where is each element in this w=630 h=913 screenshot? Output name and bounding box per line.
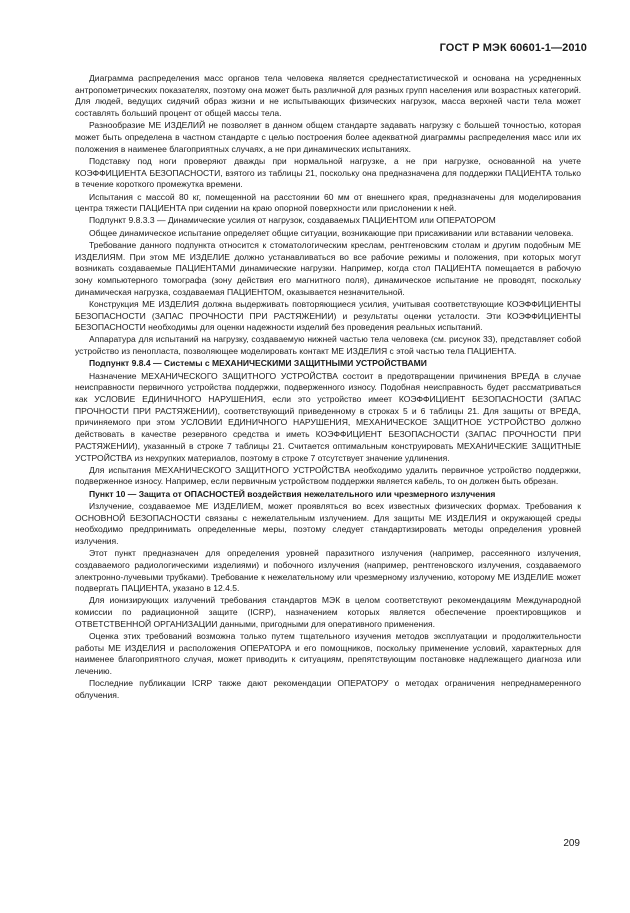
paragraph: Излучение, создаваемое МЕ ИЗДЕЛИЕМ, может проявляться во всех известных физических формах. Требования к ОСНОВНОЙ БЕЗОПАСНОСТИ связаны с нежелательным излучением. Для защиты МЕ ИЗДЕЛИЯ и окружающей среды необходимо предпринимать определенные меры, поэтому следует стандартизировать методы определения уровней излучения. [75,500,581,546]
paragraph: Требование данного подпункта относится к стоматологическим креслам, рентгеновским столам и другим подобным МЕ ИЗДЕЛИЯМ. При этом МЕ ИЗДЕЛИЕ должно устанавливаться во все рабочие режимы и положения, при которых могут возникать создаваемые ПАЦИЕНТАМИ динамические нагрузки. Например, когда стол ПАЦИЕНТА помещается в рабочую зону компьютерного томографа (зону действия его магнитного поля), динамическое испытание не проводят, поскольку динамическая нагрузка, создаваемая ПАЦИЕНТОМ, оказывается незначительной. [75,239,581,297]
section-heading: Пункт 10 — Защита от ОПАСНОСТЕЙ воздействия нежелательного или чрезмерного излучения [89,488,496,499]
paragraph: Для ионизирующих излучений требования стандартов МЭК в целом соответствуют рекомендациям Международной комиссии по радиационной защите (ICRP), назначением которых является обеспечение проектировщиков и ОТВЕТСТВЕННОЙ ОРГАНИЗАЦИИ данными, пригодными для оперативного применения. [75,595,581,629]
page-number: 209 [563,838,580,849]
body-text [75,73,581,702]
paragraph: Последние публикации ICRP также дают рекомендации ОПЕРАТОРУ о методах ограничения непреднамеренного облучения. [75,678,581,701]
paragraph: Для испытания МЕХАНИЧЕСКОГО ЗАЩИТНОГО УСТРОЙСТВА необходимо удалить первичное устройство поддержки, подверженное износу. Например, если первичным устройством поддержки является кабель, то он должен быть обрезан. [75,464,581,487]
paragraph: Оценка этих требований возможна только путем тщательного изучения методов эксплуатации и продолжительности работы МЕ ИЗДЕЛИЯ и расположения ОПЕРАТОРА и его помощников, поскольку применение условий, характерных для наименее благоприятного случая, может приводить к ситуациям, препятствующим постановке надлежащего диагноза или лечению. [75,631,581,677]
paragraph: Общее динамическое испытание определяет общие ситуации, возникающие при присаживании или вставании человека. [89,227,574,238]
paragraph: Разнообразие МЕ ИЗДЕЛИЙ не позволяет в данном общем стандарте задавать нагрузку с большей точностью, которая может быть определена в частном стандарте с целью построения более адекватной диаграммы распределения масс или их положения в наименее благоприятных случаях, а не при динамических испытаниях. [75,120,581,154]
document-header: ГОСТ Р МЭК 60601-1—2010 [439,42,587,54]
paragraph: Испытания с массой 80 кг, помещенной на расстоянии 60 мм от внешнего края, предназначены для моделирования центра тяжести ПАЦИЕНТА при сидении на краю опорной поверхности или прислонении к ней. [75,191,581,214]
paragraph: Диаграмма распределения масс органов тела человека является среднестатистической и основана на усредненных антропометрических показателях, поэтому она может быть различной для разных групп населения или возрастных категорий. Для людей, ведущих сидячий образ жизни и не испытывающих физических нагрузок, масса верхней части тела может составлять больший процент от общей массы тела. [75,73,581,119]
section-heading: Подпункт 9.8.4 — Системы с МЕХАНИЧЕСКИМИ ЗАЩИТНЫМИ УСТРОЙСТВАМИ [89,358,427,369]
subsection-heading: Подпункт 9.8.3.3 — Динамические усилия от нагрузок, создаваемых ПАЦИЕНТОМ или ОПЕРАТОРОМ [89,215,496,226]
paragraph: Конструкция МЕ ИЗДЕЛИЯ должна выдерживать повторяющиеся усилия, учитывая соответствующие КОЭФФИЦИЕНТЫ БЕЗОПАСНОСТИ (ЗАПАС ПРОЧНОСТИ ПРИ РАСТЯЖЕНИИ) и результаты оценки усталости. Эти КОЭФФИЦИЕНТЫ БЕЗОПАСНОСТИ необходимы для оценки надежности изделий без проведения реальных испытаний. [75,298,581,333]
paragraph: Этот пункт предназначен для определения уровней паразитного излучения (например, рассеянного излучения, создаваемого радиологическими изделиями) и побочного излучения (например, рентгеновского излучения, создаваемого электронно-лучевыми трубками). Требование к нежелательному или чрезмерному излучению, которому МЕ ИЗДЕЛИЕ может подвергать ПАЦИЕНТА, указано в 12.4.5. [75,548,581,594]
paragraph: Аппаратура для испытаний на нагрузку, создаваемую нижней частью тела человека (см. рисунок 33), представляет собой устройство из пенопласта, позволяющее моделировать контакт МЕ ИЗДЕЛИЯ с этой частью тела ПАЦИЕНТА. [75,334,581,357]
paragraph: Подставку под ноги проверяют дважды при нормальной нагрузке, а не при нагрузке, основанной на учете КОЭФФИЦИЕНТА БЕЗОПАСНОСТИ, взятого из таблицы 21, поскольку она предназначена для поддержки ПАЦИЕНТА только в течение короткого промежутка времени. [75,155,581,190]
paragraph: Назначение МЕХАНИЧЕСКОГО ЗАЩИТНОГО УСТРОЙСТВА состоит в предотвращении причинения ВРЕДА в случае неисправности первичного устройства поддержки, подверженного износу. Подобная неисправность будет рассматриваться как УСЛОВИЕ ЕДИНИЧНОГО НАРУШЕНИЯ, если это устройство имеет КОЭФФИЦИЕНТ БЕЗОПАСНОСТИ (ЗАПАС ПРОЧНОСТИ ПРИ РАСТЯЖЕНИИ), соответствующий приведенному в строках 5 и 6 таблицы 21. Для защиты от ВРЕДА, причиняемого при этом УСЛОВИИ ЕДИНИЧНОГО НАРУШЕНИЯ, МЕХАНИЧЕСКОЕ ЗАЩИТНОЕ УСТРОЙСТВО должно действовать в качестве резервного средства и иметь КОЭФФИЦИЕНТ БЕЗОПАСНОСТИ (ЗАПАС ПРОЧНОСТИ ПРИ РАСТЯЖЕНИИ), указанный в строке 7 таблицы 21. Считается оптимальным конструировать МЕХАНИЧЕСКИЕ ЗАЩИТНЫЕ УСТРОЙСТВА из нехрупких материалов, поэтому в строке 7 отсутствует значение удлинения. [75,370,581,463]
